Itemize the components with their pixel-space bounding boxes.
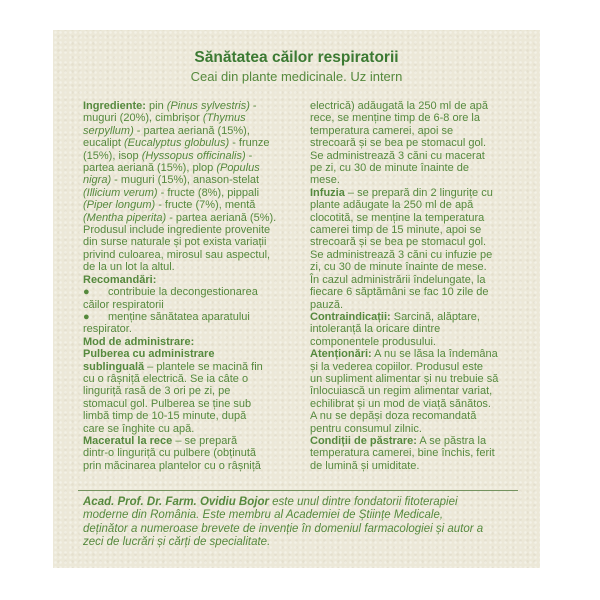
text-line — [83, 460, 315, 472]
usage-column — [310, 100, 542, 472]
text-segment: serpyllum) — [83, 124, 134, 137]
text-line — [83, 398, 315, 410]
text-segment: - frunze — [229, 137, 270, 150]
text-line — [83, 174, 315, 186]
text-line — [83, 509, 538, 522]
text-line — [83, 447, 315, 459]
text-line — [83, 385, 315, 397]
text-segment: A nu se depăși doza recomandată — [310, 410, 477, 423]
text-segment: respirator. — [83, 323, 132, 336]
text-segment: Se administrează 3 căni cu infuzie pe — [310, 248, 493, 261]
text-segment: limbă timp de 10-15 minute, după — [83, 410, 247, 423]
text-line — [83, 361, 315, 373]
text-line — [310, 274, 542, 286]
text-segment: - partea aeriană (15%), — [133, 124, 250, 137]
text-line — [310, 125, 542, 137]
text-segment: Infuzia — [310, 186, 345, 199]
text-segment: linguriță rasă de 3 ori pe zi, pe — [83, 385, 231, 398]
text-line — [83, 373, 315, 385]
text-segment: zeci de lucrări și cărți de specialitate. — [83, 536, 271, 549]
text-line — [310, 174, 542, 186]
text-line — [83, 150, 315, 162]
text-segment: – se prepară din 2 lingurițe cu — [344, 186, 493, 199]
text-segment: și la vederea copiilor. Produsul este — [310, 360, 484, 373]
text-line — [83, 162, 315, 174]
text-line — [83, 410, 315, 422]
text-line — [83, 435, 315, 447]
text-segment: clocotită, se menține la temperatura — [310, 211, 485, 224]
text-line — [83, 523, 538, 536]
text-line — [83, 249, 315, 261]
text-segment: pentru consumul zilnic. — [310, 422, 422, 435]
text-segment: este unul dintre fondatorii fitoterapiei — [268, 496, 458, 508]
text-segment: - fructe (8%), pippali — [157, 186, 260, 199]
text-line — [83, 423, 315, 435]
text-segment: eucalipt — [83, 137, 124, 150]
text-segment: componentele produsului. — [310, 335, 436, 348]
text-line — [310, 311, 542, 323]
text-line — [83, 299, 315, 311]
text-segment: prin măcinarea plantelor cu o râșniță — [83, 459, 261, 472]
text-line — [83, 112, 315, 124]
text-segment: (Thymus — [202, 112, 246, 125]
text-line — [310, 323, 542, 335]
text-line — [310, 100, 542, 112]
text-line — [83, 125, 315, 137]
text-line — [310, 137, 542, 149]
footer-divider — [78, 490, 518, 491]
text-line — [83, 274, 315, 286]
text-segment: pin — [145, 100, 167, 112]
ingredients-column — [83, 100, 315, 472]
text-segment: deținător a numeroase brevete de invenție în domeniul farmacologiei și autor a — [83, 522, 484, 535]
text-segment: moderne din România. Este membru al Academiei de Științe Medicale, — [83, 509, 444, 522]
text-segment: ● menține sănătatea aparatului — [83, 310, 250, 323]
text-line — [310, 261, 542, 273]
text-segment: (Piper longum) — [83, 199, 156, 212]
text-line — [83, 261, 315, 273]
tea-label-paper — [53, 30, 540, 568]
text-segment: pauză. — [310, 298, 344, 311]
text-line — [310, 410, 542, 422]
text-line — [310, 112, 542, 124]
text-line — [310, 187, 542, 199]
text-segment: - muguri (15%), anason-stelat — [111, 174, 260, 187]
text-line — [310, 299, 542, 311]
text-line — [83, 199, 315, 211]
text-segment: (Illicium verum) — [83, 186, 158, 199]
text-line — [310, 224, 542, 236]
text-line — [310, 336, 542, 348]
text-segment: - — [249, 100, 257, 112]
text-line — [310, 236, 542, 248]
text-segment: Condiții de păstrare: — [310, 434, 417, 447]
text-segment: Contraindicații: — [310, 310, 391, 323]
text-segment: - fructe (7%), mentă — [155, 199, 256, 212]
text-line — [83, 536, 538, 549]
text-segment: partea aeriană (15%), plop — [83, 162, 217, 175]
text-line — [83, 286, 315, 298]
text-line — [310, 286, 542, 298]
text-line — [310, 435, 542, 447]
text-segment: În cazul administrării îndelungate, la — [310, 273, 486, 286]
text-segment: Atenționări: — [310, 348, 372, 361]
text-segment: mese. — [310, 174, 340, 187]
label-header — [53, 48, 540, 85]
text-segment: - partea aeriană (5%). — [166, 211, 277, 224]
text-segment: un supliment alimentar și nu trebuie să — [310, 372, 499, 385]
text-line — [83, 187, 315, 199]
text-segment: Ingrediente: — [83, 100, 146, 112]
text-line — [310, 150, 542, 162]
text-segment: Pulberea cu administrare — [83, 348, 215, 361]
text-segment: plante adăugate la 250 ml de apă — [310, 199, 474, 212]
text-segment: temperatura camerei, bine închis, ferit — [310, 447, 495, 460]
text-segment: (Pinus sylvestris) — [166, 100, 250, 112]
text-line — [83, 336, 315, 348]
text-segment: intoleranță la oricare dintre — [310, 323, 441, 336]
text-line — [83, 100, 315, 112]
text-segment: muguri (20%), cimbrișor — [83, 112, 203, 125]
text-line — [310, 460, 542, 472]
text-segment: (Populus — [216, 162, 260, 175]
text-segment: care se înghite cu apă. — [83, 422, 195, 435]
text-line — [83, 311, 315, 323]
text-segment: ● contribuie la decongestionarea — [83, 286, 258, 299]
text-segment: camerei timp de 15 minute, apoi se — [310, 224, 482, 237]
text-line — [310, 162, 542, 174]
text-segment: Produsul include ingrediente provenite — [83, 224, 271, 237]
text-segment: zi, cu 30 de minute înainte de mese. — [310, 261, 487, 274]
text-segment: sublinguală — [83, 360, 145, 373]
text-segment: Se administrează 3 căni cu macerat — [310, 149, 485, 162]
product-title: Sănătatea căilor respiratorii — [194, 49, 399, 66]
text-line — [310, 398, 542, 410]
text-segment: – plantele se macină fin — [144, 360, 263, 373]
text-segment: căilor respiratorii — [83, 298, 164, 311]
text-segment: privind culoarea, mirosul sau aspectul, — [83, 248, 271, 261]
text-segment: – se prepară — [172, 434, 238, 447]
text-segment: nigra) — [83, 174, 112, 187]
text-segment: Sarcină, alăptare, — [390, 310, 480, 323]
expert-note — [83, 496, 538, 550]
text-line — [310, 212, 542, 224]
text-segment: strecoară și se bea pe stomacul gol. — [310, 236, 487, 249]
text-segment: strecoară și se bea pe stomacul gol. — [310, 137, 487, 150]
text-segment: fiecare 6 săptămâni se fac 10 zile de — [310, 286, 489, 299]
text-line — [83, 496, 538, 509]
text-segment: de la un lot la altul. — [83, 261, 175, 274]
text-segment: înlocuiască un regim alimentar variat, — [310, 385, 493, 398]
text-line — [83, 236, 315, 248]
text-segment: Recomandări: — [83, 273, 157, 286]
text-line — [83, 212, 315, 224]
text-line — [83, 224, 315, 236]
text-segment: (15%), isop — [83, 149, 142, 162]
text-line — [310, 385, 542, 397]
text-line — [83, 137, 315, 149]
text-segment: A nu se lăsa la îndemâna — [371, 348, 498, 361]
text-segment: pe zi, cu 30 de minute înainte de — [310, 162, 469, 175]
text-segment: Acad. Prof. Dr. Farm. Ovidiu Bojor — [83, 496, 269, 508]
text-segment: Maceratul la rece — [83, 434, 173, 447]
text-segment: (Mentha piperita) — [83, 211, 167, 224]
text-line — [310, 447, 542, 459]
text-segment: A se păstra la — [416, 434, 487, 447]
text-segment: (Hyssopus officinalis) — [141, 149, 246, 162]
text-line — [310, 199, 542, 211]
text-line — [83, 323, 315, 335]
text-segment: din surse naturale și pot exista variații — [83, 236, 267, 249]
text-segment: (Eucalyptus globulus) — [123, 137, 230, 150]
text-segment: dintr-o linguriță cu pulbere (obținută — [83, 447, 257, 460]
text-segment: electrică) adăugată la 250 ml de apă — [310, 100, 488, 112]
text-line — [310, 249, 542, 261]
text-line — [310, 423, 542, 435]
text-segment: rece, se menține timp de 6-8 ore la — [310, 112, 480, 125]
text-segment: echilibrat și un mod de viață sănătos. — [310, 397, 491, 410]
text-line — [310, 373, 542, 385]
text-segment: de lumină și umiditate. — [310, 459, 420, 472]
text-segment: temperatura camerei, apoi se — [310, 124, 454, 137]
text-line — [310, 361, 542, 373]
product-subtitle: Ceai din plante medicinale. Uz intern — [190, 69, 403, 84]
text-line — [310, 348, 542, 360]
text-segment: Mod de administrare: — [83, 335, 195, 348]
text-segment: stomacul gol. Pulberea se ține sub — [83, 397, 252, 410]
text-line — [83, 348, 315, 360]
text-segment: cu o râșniță electrică. Se ia câte o — [83, 372, 249, 385]
text-segment: - — [245, 149, 253, 162]
